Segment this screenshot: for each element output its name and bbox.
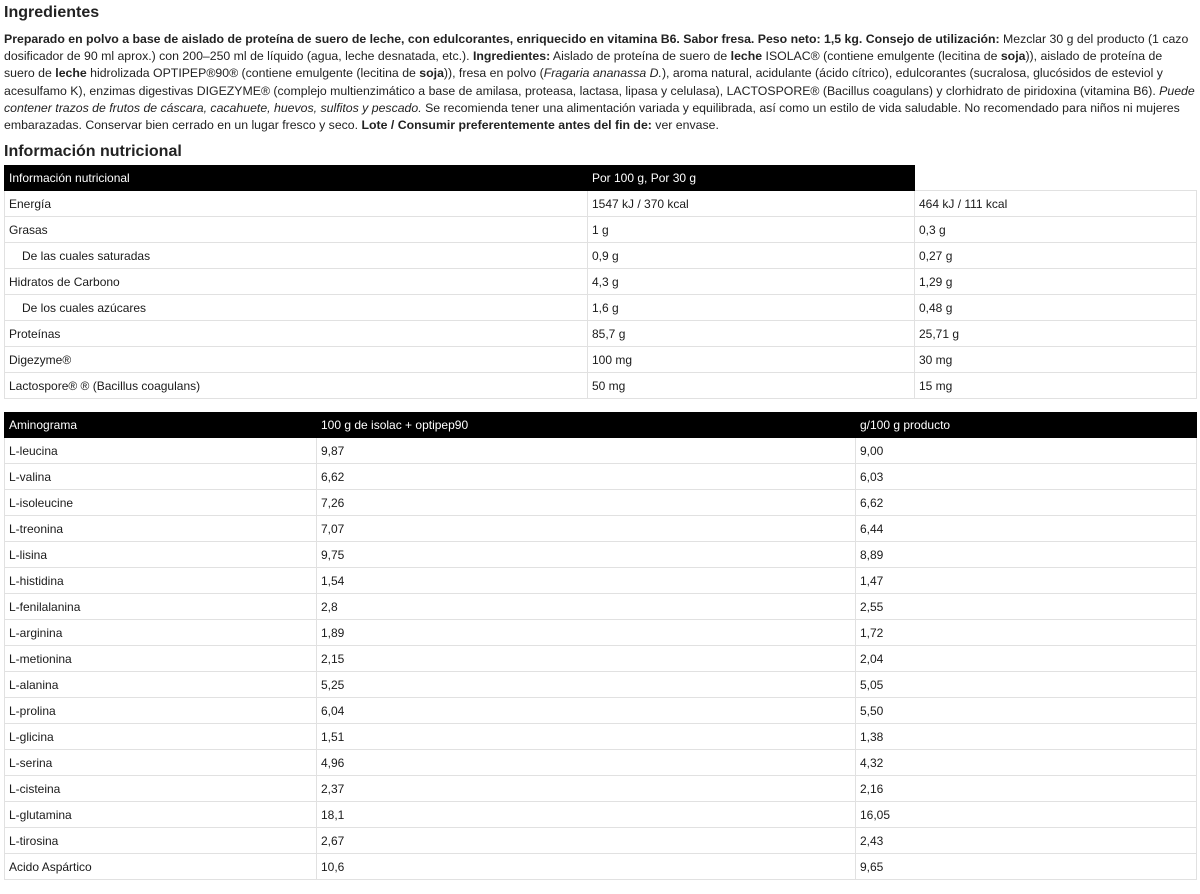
description-segment: Lote / Consumir preferentemente antes del fin de:: [361, 118, 652, 133]
description-segment: Puede contener trazos de frutos de cáscara, cacahuete, huevos, sulfitos y pescado.: [4, 83, 1195, 115]
value-isolac-optipep: 2,67: [317, 828, 856, 854]
nutrition-row: [5, 217, 1197, 243]
value-per-30g: 0,3 g: [915, 217, 1197, 243]
aminogram-header-row: [5, 413, 1197, 438]
description-segment: )), aislado de proteína de suero de: [4, 49, 1163, 81]
nutrition-row: [5, 295, 1197, 321]
nutrition-row: [5, 269, 1197, 295]
value-per-100g: 0,9 g: [588, 243, 915, 269]
value-isolac-optipep: 2,8: [317, 594, 856, 620]
value-per-30g: 464 kJ / 111 kcal: [915, 191, 1197, 217]
value-isolac-optipep: 4,96: [317, 750, 856, 776]
aminogram-table: [4, 412, 1197, 880]
value-isolac-optipep: 7,26: [317, 490, 856, 516]
value-per-30g: 25,71 g: [915, 321, 1197, 347]
value-isolac-optipep: 9,75: [317, 542, 856, 568]
amino-acid-label: L-arginina: [5, 620, 317, 646]
value-per-100g-product: 16,05: [856, 802, 1197, 828]
value-per-100g: 1547 kJ / 370 kcal: [588, 191, 915, 217]
aminogram-row: [5, 490, 1197, 516]
amino-acid-label: L-alanina: [5, 672, 317, 698]
value-per-100g-product: 1,72: [856, 620, 1197, 646]
ingredientes-heading: Ingredientes: [4, 4, 100, 21]
value-per-30g: 0,48 g: [915, 295, 1197, 321]
value-per-100g-product: 2,43: [856, 828, 1197, 854]
aminogram-row: [5, 516, 1197, 542]
aminogram-row: [5, 464, 1197, 490]
value-isolac-optipep: 6,04: [317, 698, 856, 724]
value-isolac-optipep: 1,54: [317, 568, 856, 594]
nutrient-label: Energía: [5, 191, 588, 217]
amino-acid-label: L-serina: [5, 750, 317, 776]
value-per-100g-product: 5,50: [856, 698, 1197, 724]
value-isolac-optipep: 10,6: [317, 854, 856, 880]
nutrient-label: Proteínas: [5, 321, 588, 347]
value-per-100g-product: 2,16: [856, 776, 1197, 802]
nutrition-row: [5, 347, 1197, 373]
amino-acid-label: L-cisteina: [5, 776, 317, 802]
nutricion-heading: Información nutricional: [4, 143, 182, 161]
nutrient-label: Hidratos de Carbono: [5, 269, 588, 295]
description-segment: 1,5 kg.: [824, 32, 863, 46]
amino-acid-label: L-metionina: [5, 646, 317, 672]
description-segment: leche: [55, 66, 87, 81]
nutrition-header-values: Por 100 g, Por 30 g: [588, 166, 915, 191]
amino-acid-label: L-lisina: [5, 542, 317, 568]
aminogram-row: [5, 776, 1197, 802]
aminogram-row: [5, 802, 1197, 828]
nutrition-header-row: [5, 166, 1197, 191]
amino-acid-label: L-glutamina: [5, 802, 317, 828]
value-per-30g: 0,27 g: [915, 243, 1197, 269]
nutrient-label: Digezyme®: [5, 347, 588, 373]
nutrition-row: [5, 243, 1197, 269]
value-per-100g-product: 2,55: [856, 594, 1197, 620]
value-per-100g-product: 4,32: [856, 750, 1197, 776]
aminogram-header-label: Aminograma: [5, 413, 317, 438]
description-segment: Consejo de utilización:: [862, 32, 1000, 46]
value-per-100g-product: 6,62: [856, 490, 1197, 516]
description-segment: ISOLAC® (contiene emulgente (lecitina de: [762, 49, 1001, 64]
nutrition-row: [5, 321, 1197, 347]
description-segment: soja: [419, 66, 444, 81]
aminogram-row: [5, 438, 1197, 464]
aminogram-row: [5, 672, 1197, 698]
nutrition-table: [4, 165, 1197, 399]
amino-acid-label: L-valina: [5, 464, 317, 490]
value-per-30g: 30 mg: [915, 347, 1197, 373]
aminogram-row: [5, 646, 1197, 672]
aminogram-row: [5, 854, 1197, 880]
nutrition-header-empty: [915, 166, 1197, 191]
value-per-100g-product: 1,38: [856, 724, 1197, 750]
description-segment: Preparado en polvo a base de aislado de proteína de suero de leche, con edulcorantes, enriquecido en vitamina B6. Sabor fresa. Peso neto:: [4, 32, 825, 46]
amino-acid-label: L-glicina: [5, 724, 317, 750]
aminogram-row: [5, 698, 1197, 724]
value-per-100g: 4,3 g: [588, 269, 915, 295]
amino-acid-label: L-treonina: [5, 516, 317, 542]
amino-acid-label: L-leucina: [5, 438, 317, 464]
value-per-100g-product: 2,04: [856, 646, 1197, 672]
description-segment: Mezclar 30 g del producto (1 cazo dosificador de 90 ml aprox.) con 200–250 ml de líquido (agua, leche desnatada, etc.).: [4, 32, 1189, 64]
nutrient-label: Lactospore® ® (Bacillus coagulans): [5, 373, 588, 399]
value-isolac-optipep: 2,37: [317, 776, 856, 802]
value-per-100g: 100 mg: [588, 347, 915, 373]
description-segment: hidrolizada OPTIPEP®90® (contiene emulgente (lecitina de: [86, 66, 420, 81]
value-per-100g-product: 6,03: [856, 464, 1197, 490]
description-segment: leche: [730, 49, 763, 64]
aminogram-row: [5, 620, 1197, 646]
nutrient-label: De las cuales saturadas: [5, 243, 588, 269]
value-per-100g-product: 9,65: [856, 854, 1197, 880]
value-per-100g-product: 6,44: [856, 516, 1197, 542]
aminogram-row: [5, 568, 1197, 594]
value-per-100g-product: 8,89: [856, 542, 1197, 568]
value-per-100g: 1 g: [588, 217, 915, 243]
description-segment: soja: [1000, 49, 1026, 64]
amino-acid-label: L-tirosina: [5, 828, 317, 854]
value-isolac-optipep: 1,51: [317, 724, 856, 750]
aminogram-row: [5, 724, 1197, 750]
value-isolac-optipep: 7,07: [317, 516, 856, 542]
description-segment: ), aroma natural, acidulante (ácido cítrico), edulcorantes (sucralosa, glucósidos de esteviol y acesulfamo K), enzimas digestivas DIGEZYME® (complejo multienzimático a base de amilasa, proteasa, lactasa, lipasa y celulasa), LACTOSPORE® (Bacillus coagulans) y clorhidrato de piridoxina (vitamina B6).: [4, 66, 1163, 98]
description-segment: Ingredientes:: [472, 49, 551, 64]
value-isolac-optipep: 5,25: [317, 672, 856, 698]
nutrition-row: [5, 373, 1197, 399]
aminogram-header-isolac: 100 g de isolac + optipep90: [317, 413, 856, 438]
value-isolac-optipep: 6,62: [317, 464, 856, 490]
description-segment: ver envase.: [651, 118, 719, 133]
description-segment: Fragaria ananassa D.: [543, 66, 662, 81]
aminogram-row: [5, 750, 1197, 776]
value-isolac-optipep: 2,15: [317, 646, 856, 672]
aminogram-row: [5, 594, 1197, 620]
value-per-100g: 50 mg: [588, 373, 915, 399]
nutrient-label: Grasas: [5, 217, 588, 243]
amino-acid-label: L-prolina: [5, 698, 317, 724]
description-segment: )), fresa en polvo (: [443, 66, 544, 81]
amino-acid-label: L-histidina: [5, 568, 317, 594]
description-segment: Aislado de proteína de suero de: [550, 49, 731, 64]
value-isolac-optipep: 9,87: [317, 438, 856, 464]
value-per-100g: 1,6 g: [588, 295, 915, 321]
aminogram-row: [5, 828, 1197, 854]
value-per-100g-product: 5,05: [856, 672, 1197, 698]
amino-acid-label: L-isoleucine: [5, 490, 317, 516]
value-per-100g-product: 1,47: [856, 568, 1197, 594]
aminogram-header-producto: g/100 g producto: [856, 413, 1197, 438]
nutrition-header-label: Información nutricional: [5, 166, 588, 191]
amino-acid-label: Acido Aspártico: [5, 854, 317, 880]
nutrient-label: De los cuales azúcares: [5, 295, 588, 321]
value-isolac-optipep: 18,1: [317, 802, 856, 828]
value-isolac-optipep: 1,89: [317, 620, 856, 646]
description-segment: Se recomienda tener una alimentación variada y equilibrada, así como un estilo de vida saludable. No recomendado para niños ni mujeres embarazadas. Conservar bien cerrado en un lugar fresco y seco.: [4, 100, 1180, 133]
nutrition-row: [5, 191, 1197, 217]
value-per-100g: 85,7 g: [588, 321, 915, 347]
amino-acid-label: L-fenilalanina: [5, 594, 317, 620]
value-per-30g: 1,29 g: [915, 269, 1197, 295]
value-per-30g: 15 mg: [915, 373, 1197, 399]
aminogram-row: [5, 542, 1197, 568]
value-per-100g-product: 9,00: [856, 438, 1197, 464]
ingredientes-description: [4, 31, 1196, 134]
